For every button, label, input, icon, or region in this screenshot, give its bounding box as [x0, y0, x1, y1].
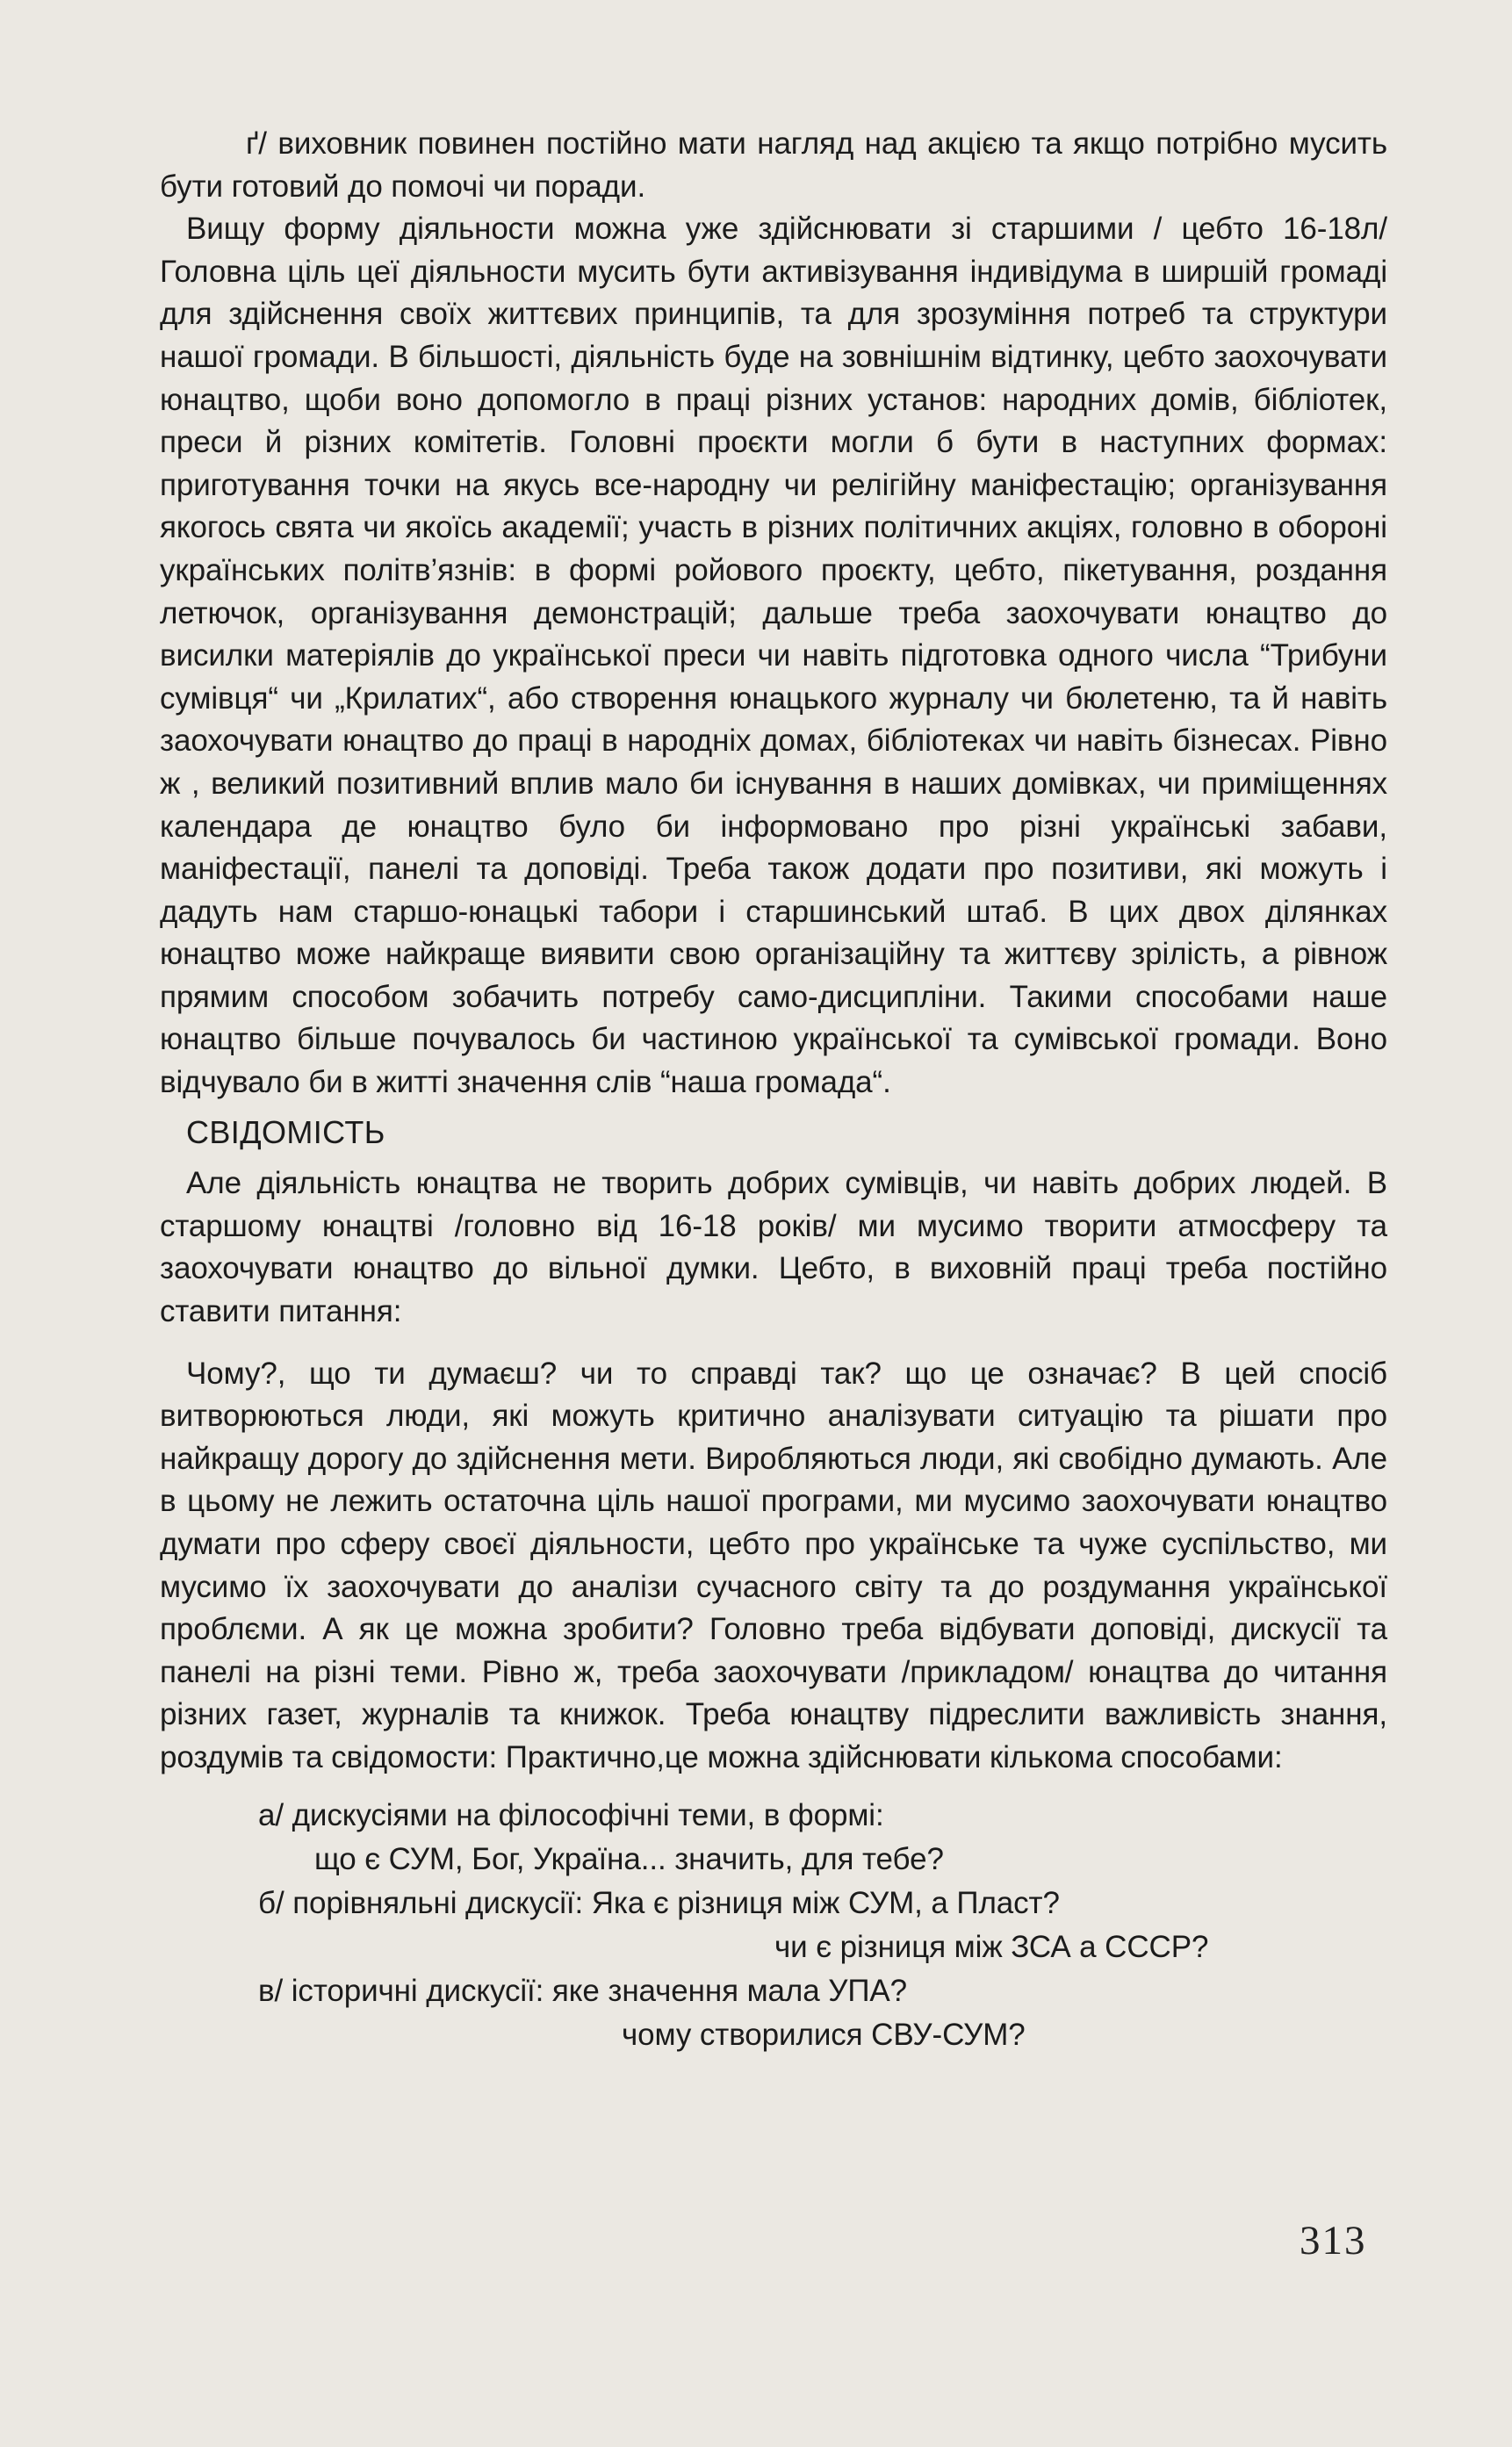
paragraph-gap: [160, 1334, 1387, 1353]
list-item-c-continuation: чому створилися СВУ-СУМ?: [622, 2017, 1026, 2052]
paragraph-4: Чому?, що ти думаєш? чи то справді так? що це означає? В цей спосіб витворюються люди, які можуть критично аналізувати ситуацію та рішати про найкращу дорогу до здійснення мети. Виробляються люди, які свобідно думають. Але в цьому не лежить остаточна ціль нашої програми, ми мусимо заохочувати юнацтво думати про сферу своєї діяльности, цебто про українське та чуже суспільство, ми мусимо їх заохочувати до аналізи сучасного світу та до роздумання української проблєми. А як це можна зробити? Головно треба відбувати доповіді, дискусії та панелі на різні теми. Рівно ж, треба заохочувати /прикладом/ юнацтва до читання різних газет, журналів та книжок. Треба юнацтву підреслити важливість знання, роздумів та свідомости: Практично,це можна здійснювати кількома способами:: [160, 1356, 1387, 1774]
section-heading: СВІДОМІСТЬ: [186, 1113, 385, 1150]
list-item-b-continuation: чи є різниця між ЗСА а СССР?: [774, 1929, 1209, 1964]
paragraph-2: Вищу форму діяльности можна уже здійснювати зі старшими / цебто 16-18л/Головна ціль цеї діяльности мусить бути активізування індивідума в ширшій громаді для здійснення своїх життєвих принципів, та для зрозуміння потреб та структури нашої громади. В більшості, діяльність буде на зовнішнім відтинку, цебто заохочувати юнацтво, щоби воно допомогло в праці різних установ: народних домів, бібліотек, преси й різних комітетів. Головні проєкти могли б бути в наступних формах: приготування точки на якусь все-народну чи релігійну маніфестацію; організування якогось свята чи якоїсь академії; участь в різних політичних акціях, головно в обороні українських політв’язнів: в формі ройового проєкту, цебто, пікетування, роздання летючок, організування демонстрацій; дальше треба заохочувати юнацтво до висилки матеріялів до української преси чи навіть підготовка одного числа “Трибуни сумівця“ чи „Крилатих“, або створення юнацького журналу чи бюлетеню, та й навіть заохочувати юнацтво до праці в народніх домах, бібліотеках чи навіть бізнесах. Рівно ж , великий позитивний вплив мало би існування в наших домівках, чи приміщеннях календара де юнацтво було би інформовано про різні українські забави, маніфестації, панелі та доповіді. Треба також додати про позитиви, які можуть і дадуть нам старшо-юнацькі табори і старшинський штаб. В цих двох ділянках юнацтво може найкраще виявити свою організаційну та життєву зрілість, а рівнож прямим способом зобачить потребу само-дисципліни. Такими способами наше юнацтво більше почувалось би частиною української та сумівської громади. Воно відчувало би в житті значення слів “наша громада“.: [160, 212, 1387, 1100]
page-number: 313: [1300, 2218, 1367, 2263]
list-item-c: в/ історичні дискусії: яке значення мала УПА?: [258, 1973, 908, 2008]
list-item-b: б/ порівняльні дискусії: Яка є різниця між СУМ, а Пласт?: [258, 1885, 1060, 1920]
paragraph-1: ґ/ виховник повинен постійно мати нагляд над акцією та якщо потрібно мусить бути готовий до помочі чи поради.: [160, 126, 1387, 204]
list-item-a: а/ дискусіями на філософічні теми, в формі:: [258, 1797, 884, 1832]
paragraph-3: Але діяльність юнацтва не творить добрих сумівців, чи навіть добрих людей. В старшому юнацтві /головно від 16-18 років/ ми мусимо творити атмосферу та заохочувати юнацтво до вільної думки. Цебто, в виховній праці треба постійно ставити питання:: [160, 1166, 1387, 1329]
list-item-a-continuation: що є СУМ, Бог, Україна... значить, для тебе?: [314, 1841, 944, 1876]
discussion-list: [160, 1794, 1387, 2057]
page-body: [160, 123, 1387, 2057]
